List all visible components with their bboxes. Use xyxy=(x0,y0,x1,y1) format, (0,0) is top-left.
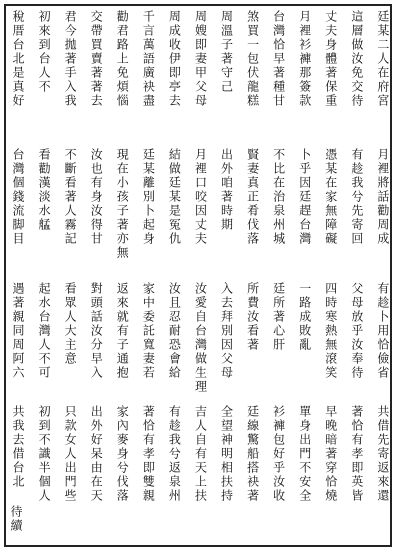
text-column: 入去拜別因父母 xyxy=(219,282,234,380)
text-column: 著恰有孝即英皆 xyxy=(349,405,364,503)
text-column: 看勸漢淡水艋 xyxy=(37,148,52,232)
text-column: 家中委託寬妻若 xyxy=(141,282,156,380)
text-column: 丈夫身體著保重 xyxy=(323,10,338,108)
text-column: 共我去借台北 xyxy=(11,405,25,489)
text-column: 家內麥身兮伐落 xyxy=(115,405,130,503)
text-column: 月裡口咬因丈夫 xyxy=(193,148,208,246)
text-column: 不比在治泉州城 xyxy=(271,148,286,246)
text-column: 有趁卜用恰儉省 xyxy=(375,282,390,380)
text-column: 父母放乎汝奉待 xyxy=(349,282,364,380)
text-column: 台灣個錢流脚目 xyxy=(11,148,25,246)
text-column: 初到不識半個人 xyxy=(37,405,52,503)
text-column: 廷某二人在府宮 xyxy=(375,10,390,108)
text-column: 出外咱著時期 xyxy=(219,148,234,232)
text-column: 稅厝台北是真好 xyxy=(11,10,25,108)
text-column: 周成收伊即亭去 xyxy=(167,10,182,108)
text-column: 遇著親同周阿六 xyxy=(11,282,25,380)
text-column: 有趁我兮返泉州 xyxy=(167,405,182,503)
text-column: 起水台灣人不可 xyxy=(37,282,52,380)
text-column: 煞買一包伏龍糕 xyxy=(245,10,260,108)
text-column: 著恰有孝即雙親 xyxy=(141,405,156,503)
text-column: 返來就有子通抱 xyxy=(115,282,130,380)
text-column: 汝且忍耐恐會給 xyxy=(167,282,182,380)
text-column: 全望神明相扶持 xyxy=(219,405,234,503)
text-column: 周溫子著守己 xyxy=(219,10,234,94)
text-column: 初來到台人不 xyxy=(37,10,52,94)
text-column: 汝也有身汝得甘 xyxy=(89,148,104,246)
text-column: 結做廷某是冤仇 xyxy=(167,148,182,246)
text-column: 交帶買賣著著去 xyxy=(89,10,104,108)
text-column: 有趁我兮先寄回 xyxy=(349,148,364,246)
text-column: 汝愛自台灣做生理 xyxy=(193,282,208,394)
text-block-1 xyxy=(8,10,392,108)
text-column: 早晚暗著穿恰燒 xyxy=(323,405,338,503)
text-block-3 xyxy=(8,282,392,394)
text-column: 不斷看著人霧記 xyxy=(63,148,78,246)
text-column: 現在小孩子著亦無 xyxy=(115,148,130,260)
text-block-2 xyxy=(8,148,392,260)
text-column: 賢妻真正肴伐落 xyxy=(245,148,260,246)
text-column: 對頭話汝分早入 xyxy=(89,282,104,380)
continued-label: 待續 xyxy=(9,505,23,533)
text-column: 這層做汝免交待 xyxy=(349,10,364,108)
text-block-4 xyxy=(8,405,392,503)
text-column: 吉人自有天上扶 xyxy=(193,405,208,503)
text-column: 只款女人出門些 xyxy=(63,405,78,503)
text-column: 千言萬語廣袂盡 xyxy=(141,10,156,108)
text-column: 台灣恰早著種甘 xyxy=(271,10,286,108)
text-column: 周嫂即妻甲父母 xyxy=(193,10,208,108)
text-column: 廷線驚船搭袂著 xyxy=(245,405,260,503)
text-column: 君今拋著手入我 xyxy=(63,10,78,108)
text-column: 憑某在家無障礙 xyxy=(323,148,338,246)
text-column: 看眾人大主意 xyxy=(63,282,78,366)
text-column: 單身出門不安全 xyxy=(297,405,312,503)
text-column: 勸君路上免煩惱 xyxy=(115,10,130,108)
text-column: 月裡衫褲那簽款 xyxy=(297,10,312,108)
text-column: 廷某離別卜起身 xyxy=(141,148,156,246)
text-column: 廷所著心肝 xyxy=(271,282,286,352)
text-column: 所費汝看著 xyxy=(245,282,260,352)
text-column: 月裡將話勸周成 xyxy=(375,148,390,246)
text-column: 出外好呆由在天 xyxy=(89,405,104,503)
text-column: 卜乎因廷趕台灣 xyxy=(297,148,312,246)
text-column: 一路成敗亂 xyxy=(297,282,312,352)
text-column: 衫褲包好乎汝收 xyxy=(271,405,286,503)
text-column: 四時寒熱無滾笑 xyxy=(323,282,338,380)
text-column: 共借先寄返來還 xyxy=(375,405,390,503)
